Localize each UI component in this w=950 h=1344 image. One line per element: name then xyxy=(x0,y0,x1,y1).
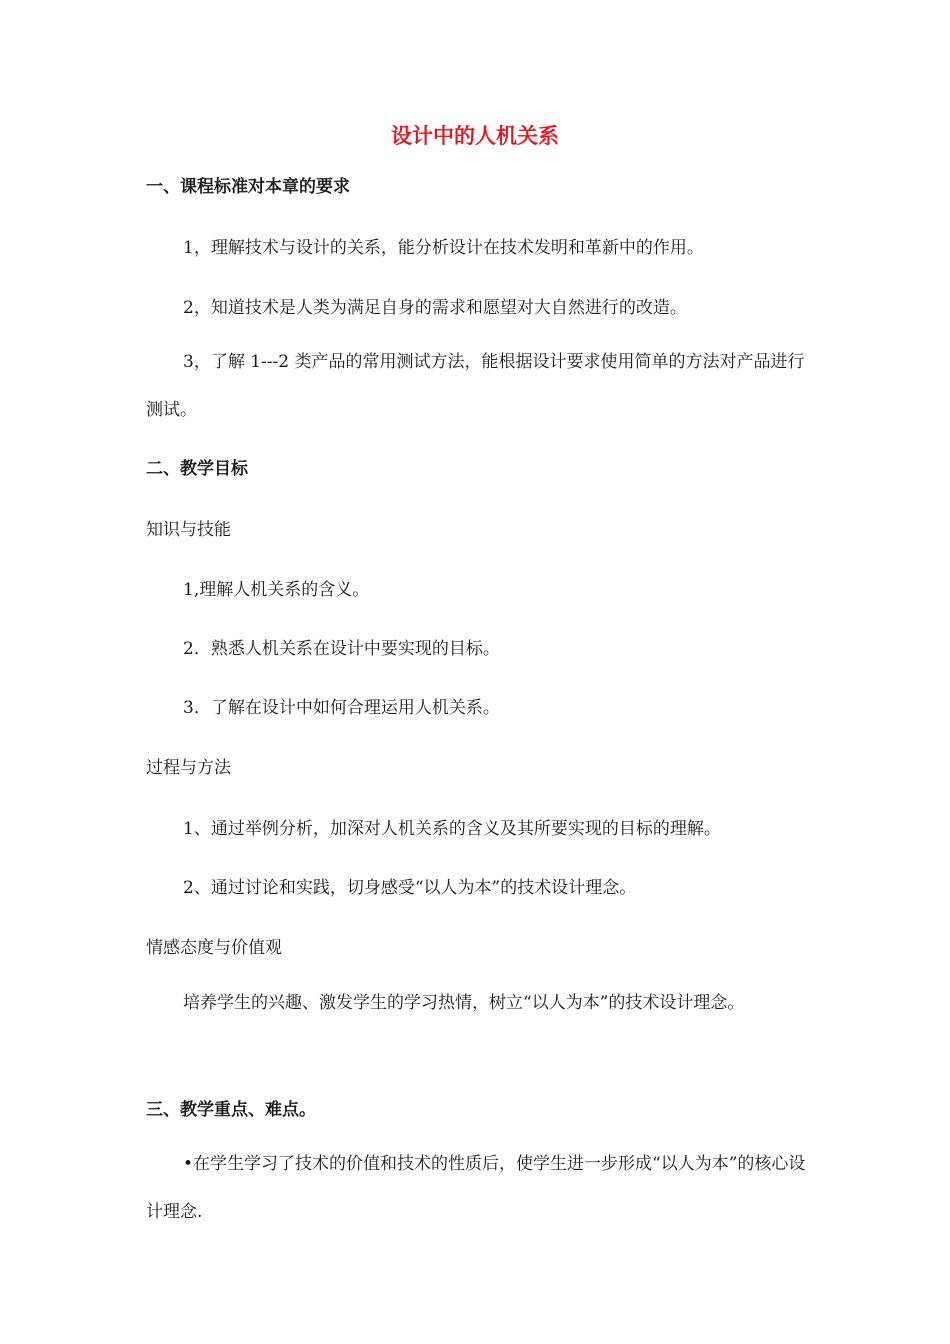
knowledge-item-2: 2．熟悉人机关系在设计中要实现的目标。 xyxy=(183,639,500,659)
subheading-process: 过程与方法 xyxy=(146,758,231,778)
knowledge-item-3: 3．了解在设计中如何合理运用人机关系。 xyxy=(183,698,500,718)
subheading-emotion: 情感态度与价值观 xyxy=(146,938,282,958)
section-heading-standards: 一、课程标准对本章的要求 xyxy=(146,177,350,197)
section-heading-objectives: 二、教学目标 xyxy=(146,459,248,479)
standard-item-3: 3，了解 1---2 类产品的常用测试方法，能根据设计要求使用简单的方法对产品进行测试。 xyxy=(146,352,805,420)
subheading-knowledge: 知识与技能 xyxy=(146,520,231,540)
emotion-text: 培养学生的兴趣、激发学生的学习热情，树立“以人为本”的技术设计理念。 xyxy=(183,993,745,1013)
process-item-1: 1、通过举例分析，加深对人机关系的含义及其所要实现的目标的理解。 xyxy=(183,819,721,839)
document-title: 设计中的人机关系 xyxy=(391,124,559,148)
section-heading-key-points: 三、教学重点、难点。 xyxy=(146,1100,316,1120)
key-points-text: •在学生学习了技术的价值和技术的性质后，使学生进一步形成“以人为本”的核心设计理念. xyxy=(146,1154,806,1222)
standard-item-1: 1，理解技术与设计的关系，能分析设计在技术发明和革新中的作用。 xyxy=(183,238,704,258)
standard-item-2: 2，知道技术是人类为满足自身的需求和愿望对大自然进行的改造。 xyxy=(183,298,687,318)
process-item-2: 2、通过讨论和实践，切身感受“以人为本”的技术设计理念。 xyxy=(183,878,637,898)
knowledge-item-1: 1,理解人机关系的含义。 xyxy=(183,580,370,600)
